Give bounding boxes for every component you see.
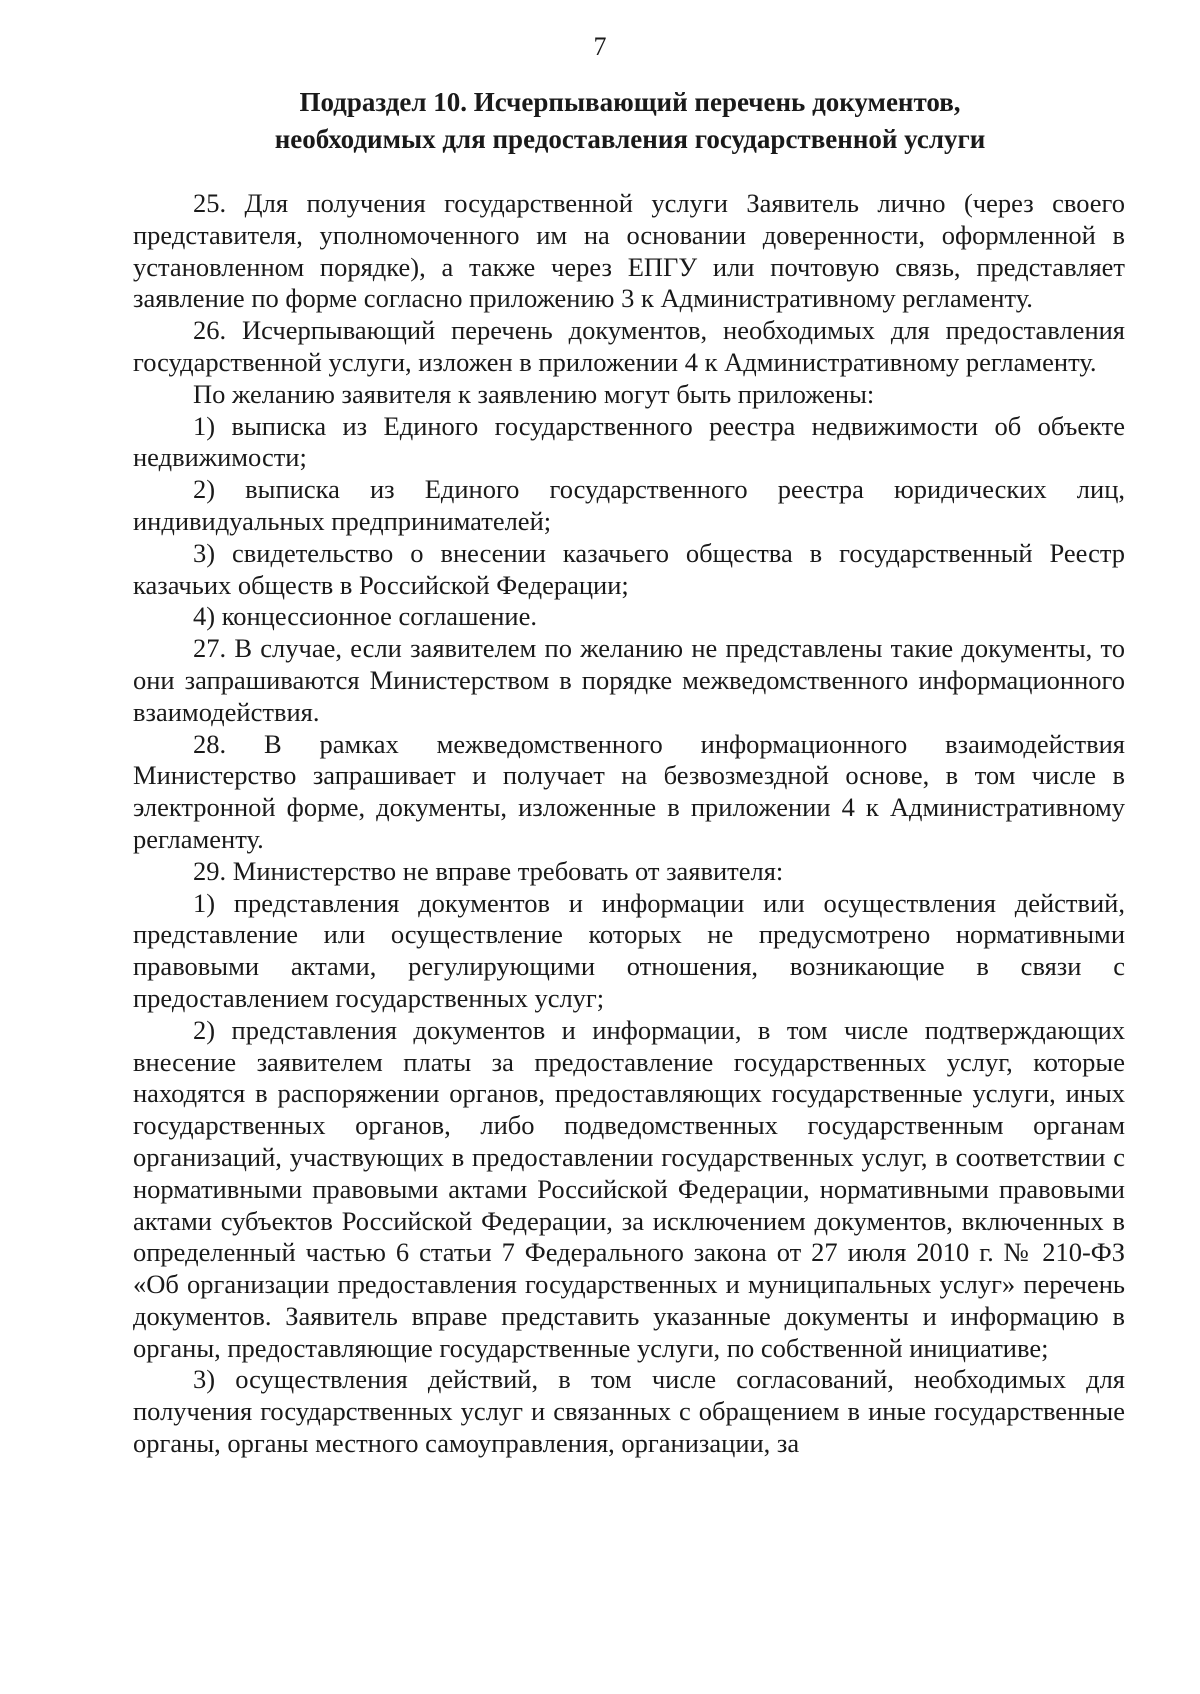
paragraph-29-item-3: 3) осуществления действий, в том числе согласований, необходимых для получения государственных услуг и связанных с обращением в иные государственные органы, органы местного самоуправления, организации, за <box>133 1364 1125 1459</box>
paragraph-28: 28. В рамках межведомственного информационного взаимодействия Министерство запрашивает и получает на безвозмездной основе, в том числе в электронной форме, документы, изложенные в приложении 4 к Административному регламенту. <box>133 728 1125 854</box>
paragraph-29: 29. Министерство не вправе требовать от заявителя: <box>193 855 784 886</box>
list-item-2: 2) выписка из Единого государственного реестра юридических лиц, индивидуальных предпринимателей; <box>133 474 1125 536</box>
paragraph-attachments-intro: По желанию заявителя к заявлению могут быть приложены: <box>193 378 875 409</box>
list-item-3: 3) свидетельство о внесении казачьего общества в государственный Реестр казачьих обществ в Российской Федерации; <box>133 537 1125 600</box>
section-heading-line-2: необходимых для предоставления государственной услуги <box>274 124 986 154</box>
page-number: 7 <box>593 32 607 61</box>
section-heading-line-1: Подраздел 10. Исчерпывающий перечень документов, <box>299 87 961 117</box>
paragraph-29-item-1: 1) представления документов и информации или осуществления действий, представление или осуществление которых не предусмотрено нормативными правовыми актами, регулирующими отношения, возникающие в связи с предоставлением государственных услуг; <box>133 887 1125 1013</box>
body-text <box>133 188 1125 1460</box>
list-item-1: 1) выписка из Единого государственного реестра недвижимости об объекте недвижимости; <box>133 410 1125 473</box>
paragraph-26: 26. Исчерпывающий перечень документов, необходимых для предоставления государственной услуги, изложен в приложении 4 к Административному регламенту. <box>133 315 1125 377</box>
paragraph-25: 25. Для получения государственной услуги Заявитель лично (через своего представителя, уполномоченного им на основании доверенности, оформленной в установленном порядке), а также через ЕПГУ или почтовую связь, представляет заявление по форме согласно приложению 3 к Административному регламенту. <box>133 188 1125 314</box>
paragraph-27: 27. В случае, если заявителем по желанию не представлены такие документы, то они запрашиваются Министерством в порядке межведомственного информационного взаимодействия. <box>133 633 1125 727</box>
paragraph-29-item-2: 2) представления документов и информации, в том числе подтверждающих внесение заявителем платы за предоставление государственных услуг, которые находятся в распоряжении органов, предоставляющих государственные услуги, иных государственных органов, либо подведомственных государственным органам организаций, участвующих в предоставлении государственных услуг, в соответствии с нормативными правовыми актами Российской Федерации, нормативными правовыми актами субъектов Российской Федерации, за исключением документов, включенных в определенный частью 6 статьи 7 Федерального закона от 27 июля 2010 г. № 210-ФЗ «Об организации предоставления государственных и муниципальных услуг» перечень документов. Заявитель вправе представить указанные документы и информацию в органы, предоставляющие государственные услуги, по собственной инициативе; <box>133 1014 1125 1363</box>
section-heading <box>150 84 1110 158</box>
list-item-4: 4) концессионное соглашение. <box>193 601 537 632</box>
